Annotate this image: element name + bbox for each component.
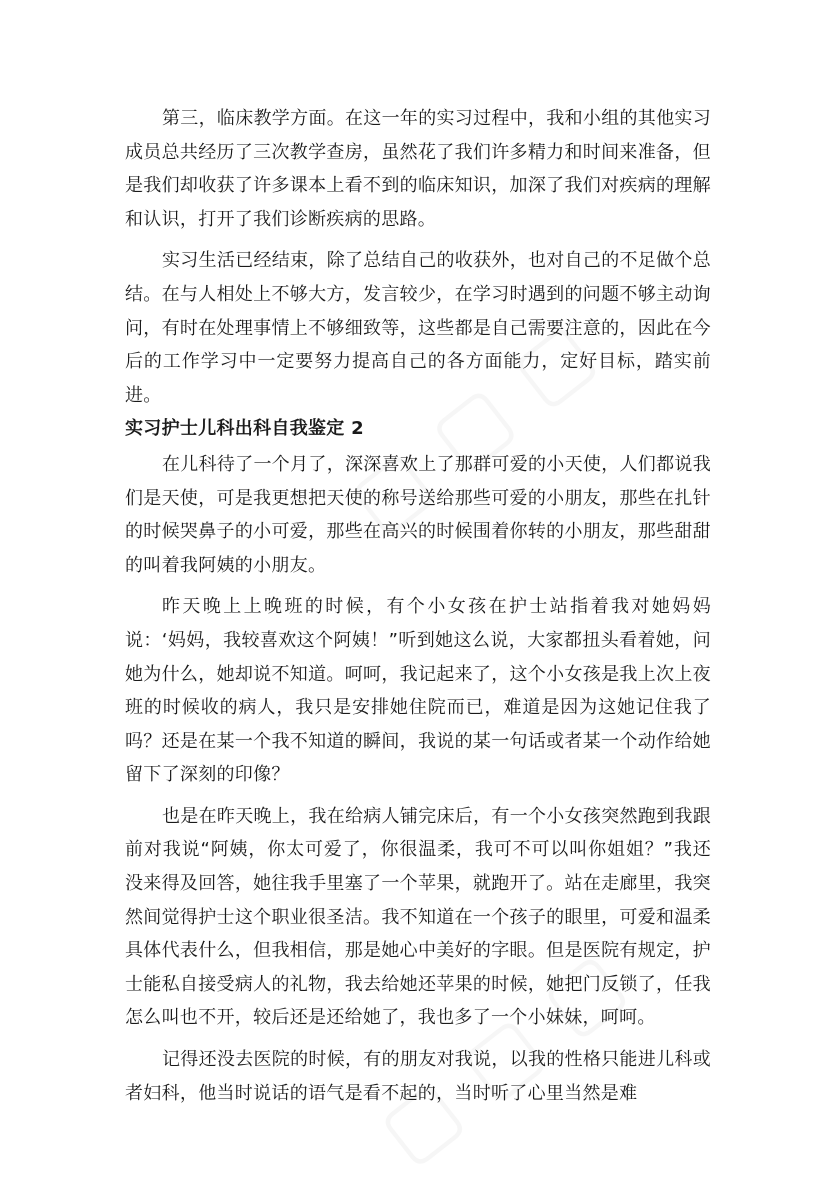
document-body	[125, 102, 711, 1110]
paragraph-little-girl-story: 昨天晚上上晚班的时候，有个小女孩在护士站指着我对她妈妈说：‘妈妈，我较喜欢这个阿姨！”听到她这么说，大家都扭头看着她，问她为什么，她却说不知道。呵呵，我记起来了，这个小女孩是我上次上夜班的时候收的病人，我只是安排她住院而已，难道是因为这她记住我了吗？还是在某一个我不知道的瞬间，我说的某一句话或者某一个动作给她留下了深刻的印像？	[125, 596, 711, 786]
section-title: 实习护士儿科出科自我鉴定 2	[125, 418, 364, 440]
paragraph-pediatrics-intro: 在儿科待了一个月了，深深喜欢上了那群可爱的小天使，人们都说我们是天使，可是我更想把天使的称号送给那些可爱的小朋友，那些在扎针的时候哭鼻子的小可爱，那些在高兴的时候围着你转的小朋友，那些甜甜的叫着我阿姨的小朋友。	[125, 453, 711, 576]
paragraph-clinical-teaching: 第三，临床教学方面。在这一年的实习过程中，我和小组的其他实习成员总共经历了三次教学查房，虽然花了我们许多精力和时间来准备，但是我们却收获了许多课本上看不到的临床知识，加深了我们对疾病的理解和认识，打开了我们诊断疾病的思路。	[125, 108, 711, 230]
paragraph-summary-shortcomings: 实习生活已经结束，除了总结自己的收获外，也对自己的不足做个总结。在与人相处上不够大方，发言较少，在学习时遇到的问题不够主动询问，有时在处理事情上不够细致等，这些都是自己需要注意的，因此在今后的工作学习中一定要努力提高自己的各方面能力，定好目标，踏实前进。	[125, 250, 711, 406]
paragraph-friend-comment: 记得还没去医院的时候，有的朋友对我说，以我的性格只能进儿科或者妇科，他当时说话的语气是看不起的，当时听了心里当然是难	[125, 1049, 711, 1104]
paragraph-apple-story: 也是在昨天晚上，我在给病人铺完床后，有一个小女孩突然跑到我跟前对我说“阿姨，你太可爱了，你很温柔，我可不可以叫你姐姐？”我还没来得及回答，她往我手里塞了一个苹果，就跑开了。站在走廊里，我突然间觉得护士这个职业很圣洁。我不知道在一个孩子的眼里，可爱和温柔具体代表什么，但我相信，那是她心中美好的字眼。但是医院有规定，护士能私自接受病人的礼物，我去给她还苹果的时候，她把门反锁了，任我怎么叫也不开，较后还是还给她了，我也多了一个小妹妹，呵呵。	[125, 805, 711, 1029]
